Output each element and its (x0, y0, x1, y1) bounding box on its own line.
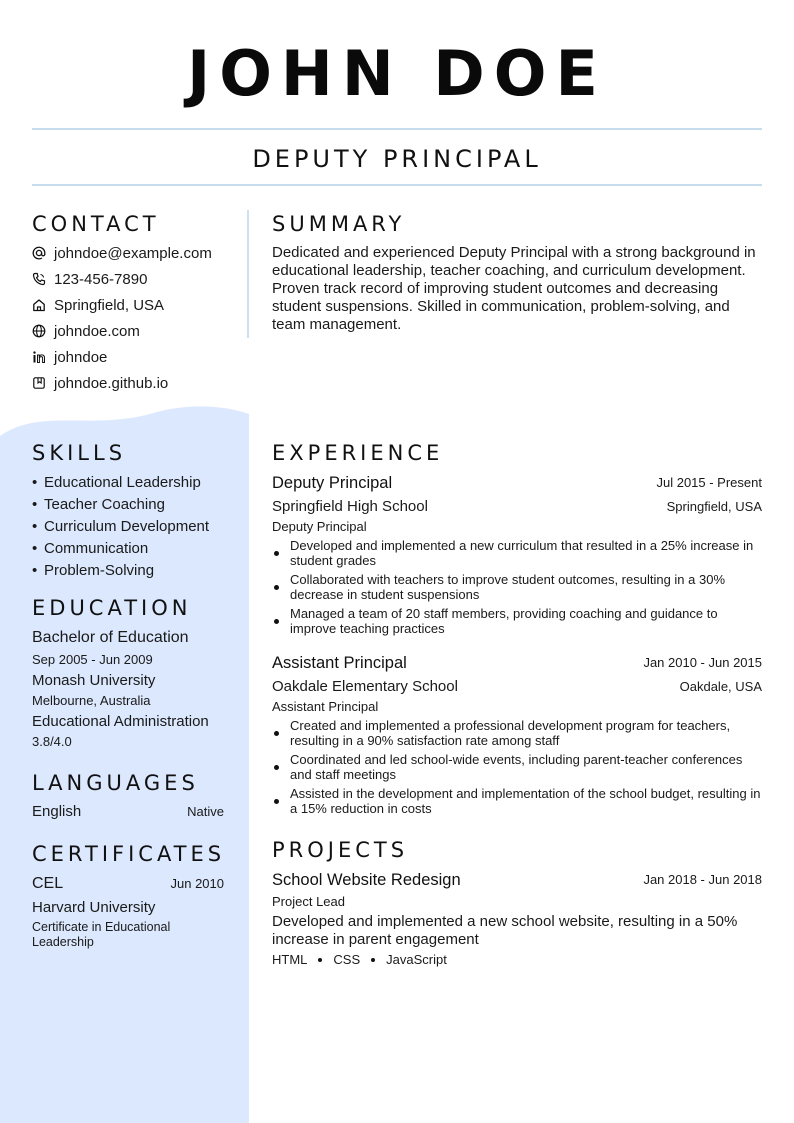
contact-website-text: johndoe.com (54, 322, 140, 340)
header-bottom-rule (32, 184, 762, 186)
skills-list (32, 472, 242, 582)
tag: HTML (272, 952, 308, 967)
list-item: • Problem-Solving (32, 562, 155, 579)
list-item: • Communication (32, 540, 149, 557)
contact-website[interactable] (32, 321, 140, 341)
globe-icon (32, 324, 46, 338)
contact-phone-text: 123-456-7890 (54, 270, 148, 288)
phone-icon (32, 272, 46, 286)
job-title: Deputy Principal (272, 474, 393, 492)
experience-heading: EXPERIENCE (272, 441, 444, 465)
certificate-name: CEL (32, 875, 64, 892)
job-dates: Jul 2015 - Present (656, 475, 762, 490)
education-heading: EDUCATION (32, 596, 192, 620)
tag: CSS (333, 952, 361, 967)
language-name: English (32, 803, 82, 820)
bookmark-icon (32, 376, 46, 390)
job-location: Oakdale, USA (679, 679, 762, 694)
tag: JavaScript (386, 952, 447, 967)
projects-heading: PROJECTS (272, 838, 409, 862)
contact-phone[interactable] (32, 269, 147, 289)
contact-email-text: johndoe@example.com (54, 244, 212, 262)
linkedin-icon (32, 350, 46, 364)
project-tags (272, 952, 447, 968)
certificate-date: Jun 2010 (170, 876, 224, 891)
project-description: Developed and implemented a new school website, resulting in a 50% increase in parent engagement (272, 913, 738, 948)
education-dates: Sep 2005 - Jun 2009 (32, 652, 153, 667)
education-degree: Bachelor of Education (32, 629, 189, 646)
certificate-issuer: Harvard University (32, 899, 156, 916)
job-role: Assistant Principal (272, 699, 379, 714)
list-item: • Curriculum Development (32, 518, 210, 535)
contact-linkedin-text: johndoe (54, 348, 108, 366)
at-icon (32, 246, 46, 260)
language-level: Native (187, 804, 224, 819)
list-item: Managed a team of 20 staff members, providing coaching and guidance to improve teaching practices (272, 606, 762, 636)
skills-heading: SKILLS (32, 441, 127, 465)
education-location: Melbourne, Australia (32, 693, 151, 708)
header-top-rule (32, 128, 762, 130)
contact-linkedin[interactable] (32, 347, 107, 367)
certificates-heading: CERTIFICATES (32, 842, 226, 866)
project-role: Project Lead (272, 894, 345, 909)
list-item: Assisted in the development and implementation of the school budget, resulting in a 15% reduction in costs (272, 786, 762, 816)
job-company: Oakdale Elementary School (272, 678, 458, 695)
list-item: Collaborated with teachers to improve student outcomes, resulting in a 30% decrease in student suspensions (272, 572, 762, 602)
tag-separator (318, 958, 322, 962)
project-title: School Website Redesign (272, 871, 461, 889)
job-bullets (272, 538, 762, 640)
contact-email[interactable] (32, 243, 212, 263)
summary-heading: SUMMARY (272, 212, 406, 236)
job-location: Springfield, USA (666, 499, 762, 514)
home-icon (32, 298, 46, 312)
contact-heading: CONTACT (32, 212, 160, 236)
languages-heading: LANGUAGES (32, 771, 199, 795)
education-gpa: 3.8/4.0 (32, 734, 72, 749)
certificate-description: Certificate in Educational Leadership (32, 920, 171, 949)
project-dates: Jan 2018 - Jun 2018 (643, 872, 762, 887)
job-title: Assistant Principal (272, 654, 407, 672)
contact-location-text: Springfield, USA (54, 296, 165, 314)
contact-github[interactable] (32, 373, 168, 393)
contact-location (32, 295, 164, 315)
job-role: Deputy Principal (272, 519, 367, 534)
education-field: Educational Administration (32, 713, 209, 730)
job-title-heading: DEPUTY PRINCIPAL (252, 145, 542, 173)
candidate-name: JOHN DOE (187, 37, 607, 110)
list-item: Coordinated and led school-wide events, including parent-teacher conferences and staff meetings (272, 752, 762, 782)
list-item: • Educational Leadership (32, 474, 201, 491)
summary-text: Dedicated and experienced Deputy Principal with a strong background in educational leadership, teacher coaching, and curriculum development. Proven track record of improving student outcomes and decreasing student suspensions. Skilled in communication, problem-solving, and team management. (272, 244, 756, 333)
job-company: Springfield High School (272, 498, 428, 515)
column-divider (247, 210, 249, 338)
list-item: Developed and implemented a new curriculum that resulted in a 25% increase in student grades (272, 538, 762, 568)
list-item: Created and implemented a professional development program for teachers, resulting in a 90% satisfaction rate among staff (272, 718, 762, 748)
education-school: Monash University (32, 672, 156, 689)
tag-separator (371, 958, 375, 962)
contact-github-text: johndoe.github.io (54, 374, 169, 392)
job-dates: Jan 2010 - Jun 2015 (643, 655, 762, 670)
list-item: • Teacher Coaching (32, 496, 165, 513)
job-bullets (272, 718, 762, 820)
